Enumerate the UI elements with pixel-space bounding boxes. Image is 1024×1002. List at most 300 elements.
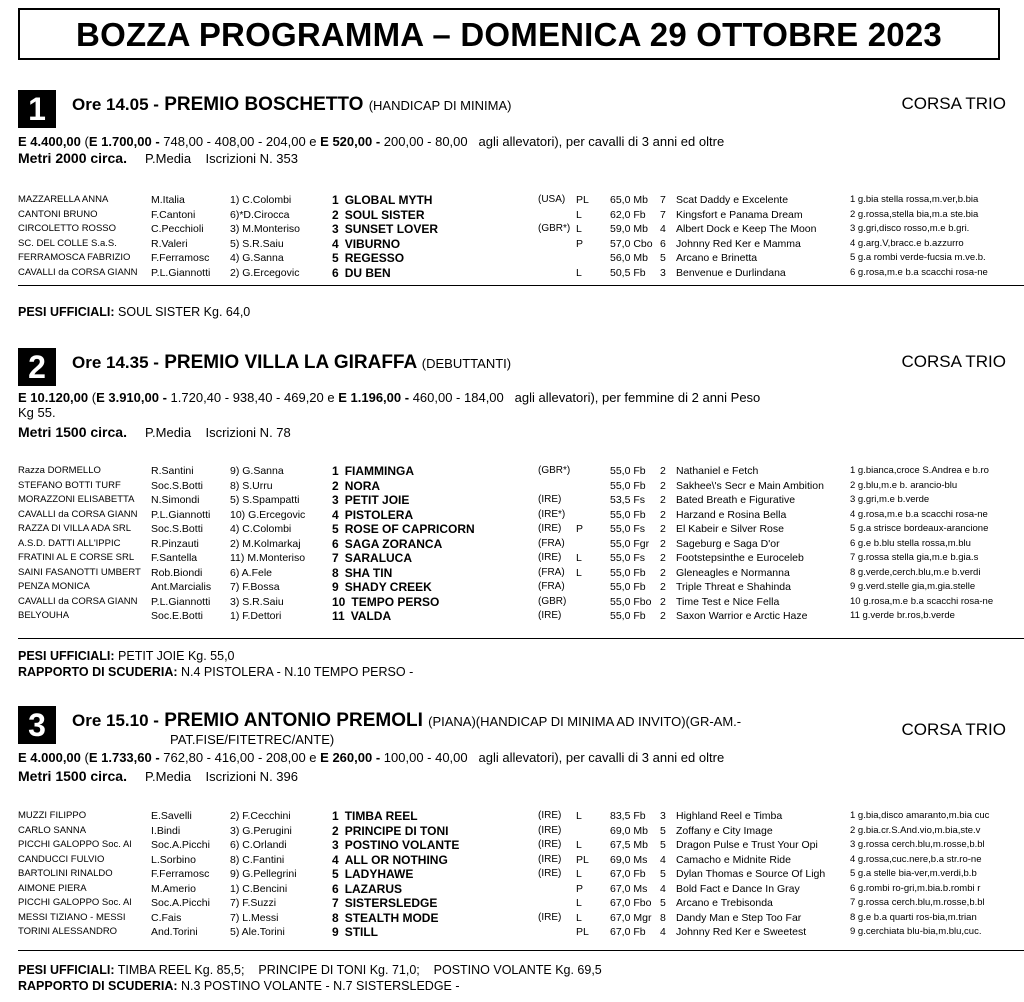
runner-weight: 57,0 Cbo (610, 237, 653, 250)
prize-breed: E 260,00 - (320, 750, 381, 765)
runner-colors: 4 g.rossa,cuc.nere,b.a str.ro-ne (850, 853, 982, 865)
runner-jockey: 9) G.Pellegrini (230, 868, 297, 880)
race-time: Ore 14.35 - (72, 353, 159, 372)
runner-horse-name: TEMPO PERSO (351, 594, 440, 609)
race-number: 1 (18, 90, 56, 128)
official-weights (18, 648, 235, 664)
runner-horse (332, 911, 532, 926)
runner-origin: (IRE) (538, 839, 562, 850)
runner-owner: A.S.D. DATTI ALL'IPPIC (18, 537, 121, 549)
prize-line: E 10.120,00 (E 3.910,00 - 1.720,40 - 938,40 - 469,20 e E 1.196,00 - 460,00 - 184,00 agli allevatori), per femmine di 2 anni Peso Kg 55. (18, 390, 761, 420)
runner-trainer: E.Savelli (151, 810, 192, 822)
runner-jockey: 8) S.Urru (230, 479, 273, 492)
runner-colors: 2 g.blu,m.e b. arancio-blu (850, 479, 958, 491)
runner-equipment: PL (576, 194, 589, 206)
runner-age: 2 (660, 508, 666, 521)
runner-trainer: P.L.Giannotti (151, 266, 211, 279)
runner-age: 2 (660, 479, 666, 492)
race-header (72, 94, 511, 116)
runner-origin: (IRE) (538, 853, 562, 865)
runner-owner: Razza DORMELLO (18, 465, 101, 476)
runner-equipment: P (576, 237, 584, 250)
runner-owner: STEFANO BOTTI TURF (18, 479, 121, 491)
runner-equipment: PL (576, 926, 589, 938)
runner-weight: 67,0 Ms (610, 882, 648, 895)
runner-horse (332, 595, 532, 610)
runner-pedigree: El Kabeir e Silver Rose (676, 523, 784, 535)
runner-number: 4 (332, 236, 339, 251)
runner-horse-name: STEALTH MODE (344, 910, 439, 925)
runner-pedigree: Triple Threat e Shahinda (676, 581, 791, 593)
runner-origin: (GBR*) (538, 223, 571, 234)
runner-equipment: L (576, 868, 582, 880)
table-row (18, 193, 1008, 208)
runner-weight: 55,0 Fb (610, 610, 646, 622)
runner-number: 2 (332, 478, 339, 493)
entries: Iscrizioni N. 353 (205, 151, 298, 166)
runner-owner: BELYOUHA (18, 610, 70, 621)
runner-number: 3 (332, 222, 339, 236)
runner-horse-name: LADYHAWE (344, 867, 414, 881)
runner-colors: 9 g.cerchiata blu-bia,m.blu,cuc. (850, 926, 982, 937)
race-number: 3 (18, 706, 56, 744)
table-row (18, 208, 1008, 223)
runner-jockey: 6)*D.Cirocca (230, 208, 290, 221)
runner-trainer: Soc.S.Botti (151, 523, 203, 535)
runner-origin: (IRE*) (538, 508, 566, 520)
runner-owner: PENZA MONICA (18, 581, 90, 592)
runner-age: 3 (660, 266, 666, 279)
runner-number: 10 (332, 594, 346, 609)
runner-number: 1 (332, 809, 339, 823)
runner-origin: (GBR) (538, 595, 567, 607)
official-weights-text: SOUL SISTER Kg. 64,0 (118, 305, 251, 319)
table-row (18, 566, 1008, 581)
runner-horse-name: POSTINO VOLANTE (344, 838, 460, 852)
race-name: PREMIO VILLA LA GIRAFFA (164, 352, 417, 373)
runner-equipment: L (576, 552, 582, 564)
table-row (18, 508, 1008, 523)
runner-owner: MORAZZONI ELISABETTA (18, 494, 135, 505)
bet-type: CORSA TRIO (901, 352, 1006, 371)
runner-trainer: F.Cantoni (151, 208, 196, 221)
runner-age: 8 (660, 911, 666, 924)
runner-age: 2 (660, 595, 666, 608)
runner-equipment: L (576, 911, 582, 924)
runner-horse-name: VIBURNO (344, 236, 401, 251)
stable-report-label: RAPPORTO DI SCUDERIA: (18, 665, 178, 679)
stable-report-text: N.4 PISTOLERA - N.10 TEMPO PERSO - (181, 665, 414, 679)
runner-jockey: 8) C.Fantini (230, 853, 285, 866)
runner-jockey: 2) F.Cecchini (230, 810, 291, 822)
race-subtitle: (HANDICAP DI MINIMA) (368, 98, 512, 113)
runner-weight: 55,0 Fb (610, 508, 646, 521)
runner-horse-name: SARALUCA (344, 551, 413, 565)
runner-colors: 7 g.rossa stella gia,m.e b.gia.s (850, 552, 979, 563)
table-row (18, 882, 1008, 897)
runner-origin: (USA) (538, 194, 566, 205)
runner-equipment: L (576, 266, 582, 279)
table-row (18, 911, 1008, 926)
runner-colors: 3 g.rossa cerch.blu,m.rosse,b.bl (850, 839, 985, 850)
runners-table (18, 809, 1008, 940)
distance: Metri 2000 circa. (18, 150, 127, 166)
runner-horse (332, 566, 532, 581)
table-row (18, 838, 1008, 853)
runner-number: 3 (332, 493, 339, 507)
runner-age: 5 (660, 824, 666, 837)
going: P.Media (145, 769, 192, 784)
runner-colors: 1 g.bia,disco amaranto,m.bia cuc (850, 810, 990, 821)
runner-owner: CIRCOLETTO ROSSO (18, 223, 117, 234)
runner-horse-name: GLOBAL MYTH (344, 193, 433, 207)
divider (18, 638, 1024, 639)
runner-weight: 67,0 Fbo (610, 897, 652, 909)
runner-owner: CAVALLI da CORSA GIANN (18, 266, 138, 278)
runner-horse (332, 208, 532, 223)
runner-age: 2 (660, 581, 666, 593)
runner-trainer: R.Pinzauti (151, 537, 199, 550)
runner-age: 2 (660, 566, 666, 579)
prize-total: E 10.120,00 (18, 390, 89, 405)
runner-pedigree: Dylan Thomas e Source Of Ligh (676, 868, 826, 880)
stable-report-label: RAPPORTO DI SCUDERIA: (18, 979, 178, 993)
runner-colors: 3 g.gri,m.e b.verde (850, 494, 930, 505)
runner-horse (332, 925, 532, 940)
runner-pedigree: Scat Daddy e Excelente (676, 194, 789, 206)
prize-tail: agli allevatori), per cavalli di 3 anni ed oltre (478, 134, 725, 149)
runner-jockey: 3) S.R.Saiu (230, 595, 284, 608)
runner-pedigree: Arcano e Brinetta (676, 252, 758, 264)
table-row (18, 595, 1008, 610)
runner-age: 4 (660, 926, 666, 938)
runner-equipment: L (576, 839, 582, 851)
prize-line: E 4.000,00 (E 1.733,60 - 762,80 - 416,00 - 208,00 e E 260,00 - 100,00 - 40,00 agli allevatori), per cavalli di 3 anni ed oltre (18, 750, 725, 765)
race-info (18, 150, 298, 166)
runner-owner: TORINI ALESSANDRO (18, 926, 118, 937)
runner-trainer: Ant.Marcialis (151, 581, 212, 593)
runner-origin: (GBR*) (538, 465, 571, 476)
table-row (18, 222, 1008, 237)
runner-horse (332, 896, 532, 911)
distance: Metri 1500 circa. (18, 424, 127, 440)
runner-jockey: 10) G.Ercegovic (230, 508, 306, 521)
runner-jockey: 1) C.Colombi (230, 194, 292, 206)
runner-horse (332, 853, 532, 868)
race-3 (18, 706, 1008, 1000)
runner-number: 3 (332, 838, 339, 852)
runner-trainer: Soc.A.Picchi (151, 839, 210, 851)
table-row (18, 580, 1008, 595)
runner-trainer: Soc.S.Botti (151, 479, 203, 492)
runner-owner: AIMONE PIERA (18, 882, 87, 894)
runner-colors: 5 g.a stelle bia-ver,m.verdi,b.b (850, 868, 977, 879)
runner-pedigree: Highland Reel e Timba (676, 810, 783, 822)
runner-number: 6 (332, 536, 339, 551)
runner-number: 7 (332, 551, 339, 565)
runner-origin: (IRE) (538, 552, 562, 563)
runner-trainer: Rob.Biondi (151, 566, 203, 579)
page-title: BOZZA PROGRAMMA – DOMENICA 29 OTTOBRE 2023 (18, 8, 1000, 60)
runner-weight: 55,0 Fs (610, 523, 646, 535)
table-row (18, 824, 1008, 839)
runner-colors: 6 g.rombi ro-gri,m.bia.b.rombi r (850, 882, 981, 894)
runner-trainer: P.L.Giannotti (151, 595, 211, 608)
runner-jockey: 9) G.Sanna (230, 465, 284, 477)
bet-type: CORSA TRIO (901, 94, 1006, 113)
runner-colors: 7 g.rossa cerch.blu,m.rosse,b.bl (850, 897, 985, 908)
table-row (18, 853, 1008, 868)
runner-owner: PICCHI GALOPPO Soc. Al (18, 897, 132, 908)
runner-trainer: F.Ferramosc (151, 252, 210, 264)
runner-age: 5 (660, 897, 666, 909)
runner-origin: (IRE) (538, 523, 562, 534)
race-info (18, 424, 291, 440)
runners-table (18, 464, 1008, 624)
runner-horse-name: SOUL SISTER (344, 207, 425, 222)
runner-pedigree: Harzand e Rosina Bella (676, 508, 787, 521)
runner-owner: CANTONI BRUNO (18, 208, 98, 220)
race-header (72, 710, 741, 732)
runner-horse (332, 838, 532, 853)
runner-weight: 59,0 Mb (610, 223, 648, 235)
runner-jockey: 3) G.Perugini (230, 824, 292, 837)
race-time: Ore 14.05 - (72, 95, 159, 114)
runner-horse (332, 551, 532, 566)
runner-number: 11 (332, 609, 345, 623)
runner-origin: (IRE) (538, 868, 562, 879)
race-header (72, 352, 511, 374)
runner-weight: 55,0 Fb (610, 479, 646, 492)
prize-rest: 1.720,40 - 938,40 - 469,20 e (170, 390, 335, 405)
runner-colors: 9 g.verd.stelle gia,m.gia.stelle (850, 581, 976, 592)
runner-horse-name: FIAMMINGA (344, 464, 415, 478)
runner-owner: FRATINI AL E CORSE SRL (18, 552, 135, 563)
runner-equipment: L (576, 810, 582, 822)
runner-trainer: R.Santini (151, 465, 194, 477)
runner-horse (332, 251, 532, 266)
runner-owner: MUZZI FILIPPO (18, 810, 87, 821)
table-row (18, 809, 1008, 824)
prize-rest: 748,00 - 408,00 - 204,00 e (163, 134, 317, 149)
race-1 (18, 90, 1008, 330)
runner-colors: 8 g.verde,cerch.blu,m.e b.verdi (850, 566, 981, 578)
runner-horse-name: ALL OR NOTHING (344, 852, 448, 867)
distance: Metri 1500 circa. (18, 768, 127, 784)
runner-horse (332, 222, 532, 237)
prize-breed: E 520,00 - (320, 134, 381, 149)
runner-horse (332, 266, 532, 281)
runner-origin: (IRE) (538, 911, 562, 923)
runners-table (18, 193, 1008, 280)
runner-horse-name: REGESSO (344, 251, 405, 265)
runner-weight: 67,5 Mb (610, 839, 648, 851)
runner-horse-name: PISTOLERA (344, 507, 414, 522)
runner-owner: CAVALLI da CORSA GIANN (18, 595, 138, 607)
prize-breed: E 1.196,00 - (338, 390, 410, 405)
runner-colors: 1 g.bia stella rossa,m.ver,b.bia (850, 194, 979, 205)
runner-trainer: M.Amerio (151, 882, 196, 895)
official-weights (18, 962, 602, 978)
prize-tail: agli allevatori), per cavalli di 3 anni ed oltre (478, 750, 725, 765)
runner-weight: 62,0 Fb (610, 208, 646, 221)
runner-horse-name: SAGA ZORANCA (344, 536, 443, 551)
runner-age: 7 (660, 208, 666, 221)
runner-horse (332, 580, 532, 595)
runner-colors: 8 g.e b.a quarti ros-bia,m.trian (850, 911, 977, 923)
runner-horse-name: SHA TIN (344, 565, 393, 580)
runner-trainer: R.Valeri (151, 237, 188, 250)
runner-colors: 3 g.gri,disco rosso,m.e b.gri. (850, 223, 970, 234)
runner-horse-name: TIMBA REEL (344, 809, 418, 823)
prize-total: E 4.000,00 (18, 750, 81, 765)
prize-rest: 762,80 - 416,00 - 208,00 e (163, 750, 317, 765)
runner-owner: CAVALLI da CORSA GIANN (18, 508, 138, 520)
runner-colors: 11 g.verde br.ros,b.verde (850, 610, 955, 621)
runner-age: 5 (660, 839, 666, 851)
runner-horse (332, 493, 532, 508)
runner-owner: BARTOLINI RINALDO (18, 868, 113, 879)
runner-number: 9 (332, 925, 339, 939)
runner-pedigree: Johnny Red Ker e Sweetest (676, 926, 807, 938)
runner-number: 5 (332, 251, 339, 265)
runner-horse-name: PETIT JOIE (344, 493, 410, 507)
table-row (18, 464, 1008, 479)
runner-equipment: L (576, 897, 582, 909)
runner-pedigree: Kingsfort e Panama Dream (676, 208, 803, 221)
runner-horse (332, 237, 532, 252)
table-row (18, 609, 1008, 624)
prize-breed-rest: 460,00 - 184,00 (412, 390, 504, 405)
table-row (18, 896, 1008, 911)
runner-horse (332, 824, 532, 839)
runner-owner: SAINI FASANOTTI UMBERT (18, 566, 141, 578)
runner-pedigree: Footstepsinthe e Euroceleb (676, 552, 804, 564)
runner-horse-name: PRINCIPE DI TONI (344, 823, 449, 838)
runner-pedigree: Albert Dock e Keep The Moon (676, 223, 817, 235)
table-row (18, 266, 1008, 281)
runner-weight: 55,0 Fb (610, 465, 646, 477)
runner-origin: (IRE) (538, 494, 562, 505)
runner-weight: 55,0 Fbo (610, 595, 652, 608)
table-row (18, 537, 1008, 552)
official-weights-label: PESI UFFICIALI: (18, 649, 115, 663)
runner-pedigree: Sageburg e Saga D'or (676, 537, 780, 550)
runner-pedigree: Arcano e Trebisonda (676, 897, 773, 909)
runner-age: 3 (660, 810, 666, 822)
official-weights-text: PETIT JOIE Kg. 55,0 (118, 649, 235, 663)
runner-horse-name: VALDA (350, 609, 392, 623)
prize-breed-rest: 100,00 - 40,00 (383, 750, 468, 765)
runner-weight: 50,5 Fb (610, 266, 646, 279)
runner-age: 4 (660, 882, 666, 895)
prize-tail: agli allevatori), per femmine di 2 anni Peso (514, 390, 761, 405)
runner-owner: MAZZARELLA ANNA (18, 194, 109, 205)
runner-owner: PICCHI GALOPPO Soc. Al (18, 839, 132, 850)
runner-number: 4 (332, 507, 339, 522)
table-row (18, 522, 1008, 537)
runner-age: 2 (660, 465, 666, 477)
runner-trainer: F.Ferramosc (151, 868, 210, 880)
prize-first: E 1.700,00 - (88, 134, 160, 149)
runner-pedigree: Gleneagles e Normanna (676, 566, 790, 579)
runner-weight: 69,0 Ms (610, 853, 648, 866)
stable-report (18, 664, 413, 680)
runner-jockey: 7) F.Suzzi (230, 897, 277, 909)
runner-colors: 2 g.bia.cr.S.And.vio,m.bia,ste.v (850, 824, 981, 836)
runner-equipment: L (576, 566, 582, 579)
runner-origin: (IRE) (538, 824, 562, 836)
runner-jockey: 1) F.Dettori (230, 610, 282, 622)
table-row (18, 925, 1008, 940)
runner-horse-name: ROSE OF CAPRICORN (344, 522, 475, 536)
runner-number: 8 (332, 910, 339, 925)
runner-weight: 83,5 Fb (610, 810, 646, 822)
stable-report (18, 978, 460, 994)
runner-horse (332, 609, 532, 624)
race-number: 2 (18, 348, 56, 386)
runner-horse (332, 522, 532, 537)
runner-weight: 55,0 Fs (610, 552, 646, 564)
runner-trainer: F.Santella (151, 552, 198, 564)
runner-horse-name: NORA (344, 478, 381, 493)
runner-age: 2 (660, 537, 666, 550)
runner-owner: CARLO SANNA (18, 824, 87, 836)
runner-horse (332, 867, 532, 882)
runner-pedigree: Time Test e Nice Fella (676, 595, 780, 608)
race-2 (18, 348, 1008, 688)
race-name: PREMIO ANTONIO PREMOLI (164, 710, 423, 731)
runner-colors: 4 g.arg.V,bracc.e b.azzurro (850, 237, 964, 249)
runner-horse-name: LAZARUS (344, 881, 403, 896)
runner-pedigree: Bated Breath e Figurative (676, 494, 796, 506)
runner-horse (332, 809, 532, 824)
runner-weight: 67,0 Fb (610, 868, 646, 880)
runner-number: 2 (332, 823, 339, 838)
runner-equipment: P (576, 882, 584, 895)
runner-age: 2 (660, 523, 666, 535)
runner-number: 4 (332, 852, 339, 867)
runner-horse-name: SISTERSLEDGE (344, 896, 438, 910)
table-row (18, 867, 1008, 882)
runner-equipment: P (576, 523, 584, 535)
runner-age: 2 (660, 494, 666, 506)
runner-trainer: L.Sorbino (151, 853, 196, 866)
runner-owner: FERRAMOSCA FABRIZIO (18, 252, 131, 263)
divider (18, 285, 1024, 286)
runner-equipment: L (576, 208, 582, 221)
race-subtitle: (DEBUTTANTI) (421, 356, 512, 371)
runner-horse (332, 882, 532, 897)
runner-number: 6 (332, 265, 339, 280)
runner-pedigree: Sakhee\'s Secr e Main Ambition (676, 479, 824, 492)
runner-equipment: L (576, 223, 582, 235)
runner-number: 9 (332, 580, 339, 594)
runner-jockey: 7) F.Bossa (230, 581, 280, 593)
runner-number: 8 (332, 565, 339, 580)
official-weights-text: TIMBA REEL Kg. 85,5; PRINCIPE DI TONI Kg. 71,0; POSTINO VOLANTE Kg. 69,5 (117, 963, 602, 977)
official-weights-label: PESI UFFICIALI: (18, 305, 115, 319)
runner-number: 1 (332, 193, 339, 207)
runner-pedigree: Saxon Warrior e Arctic Haze (676, 610, 808, 622)
runner-age: 5 (660, 252, 666, 264)
runner-age: 7 (660, 194, 666, 206)
runner-pedigree: Benvenue e Durlindana (676, 266, 786, 279)
runner-weight: 55,0 Fgr (610, 537, 650, 550)
runner-owner: CANDUCCI FULVIO (18, 853, 105, 865)
table-row (18, 237, 1008, 252)
runner-weight: 69,0 Mb (610, 824, 648, 837)
